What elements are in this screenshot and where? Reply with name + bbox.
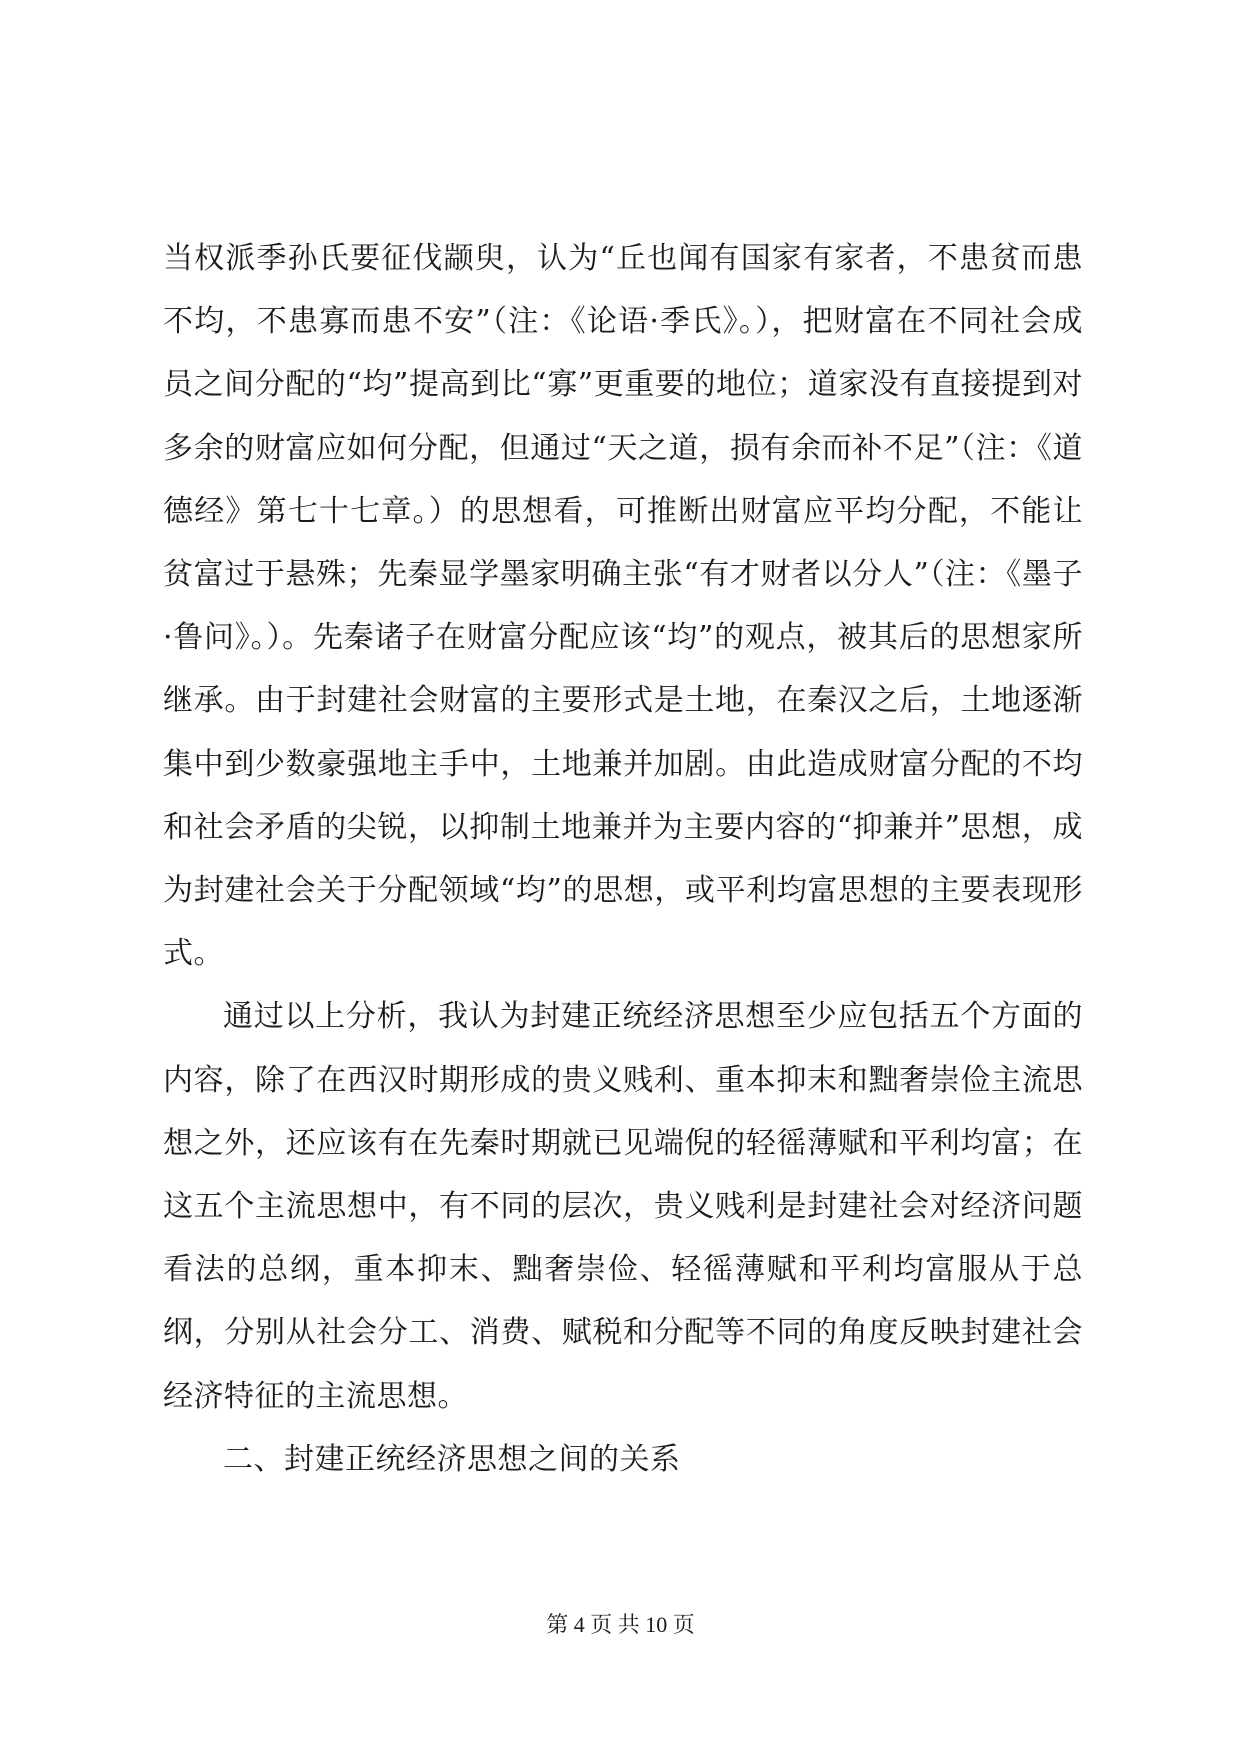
paragraph-continued: 当权派季孙氏要征伐颛臾，认为“丘也闻有国家有家者，不患贫而患不均，不患寡而患不安”（注：《论语·季氏》。），把财富在不同社会成员之间分配的“均”提高到比“寡”更重要的地位；道家没有直接提到对多余的财富应如何分配，但通过“天之道，损有余而补不足”（注：《道德经》第七十七章。）的思想看，可推断出财富应平均分配，不能让贫富过于悬殊；先秦显学墨家明确主张“有才财者以分人”（注：《墨子·鲁问》。）。先秦诸子在财富分配应该“均”的观点，被其后的思想家所继承。由于封建社会财富的主要形式是土地，在秦汉之后，土地逐渐集中到少数豪强地主手中，土地兼并加剧。由此造成财富分配的不均和社会矛盾的尖锐，以抑制土地兼并为主要内容的“抑兼并”思想，成为封建社会关于分配领域“均”的思想，或平利均富思想的主要表现形式。 [163, 241, 1083, 972]
paragraph-summary: 通过以上分析，我认为封建正统经济思想至少应包括五个方面的内容，除了在西汉时期形成的贵义贱利、重本抑末和黜奢崇俭主流思想之外，还应该有在先秦时期就已见端倪的轻徭薄赋和平利均富；在这五个主流思想中，有不同的层次，贵义贱利是封建社会对经济问题看法的总纲，重本抑末、黜奢崇俭、轻徭薄赋和平利均富服从于总纲，分别从社会分工、消费、赋税和分配等不同的角度反映封建社会经济特征的主流思想。 [163, 999, 1083, 1414]
section-heading: 二、封建正统经济思想之间的关系 [223, 1441, 681, 1477]
page-footer: 第 4 页 共 10 页 [546, 1612, 695, 1637]
document-body [163, 227, 1083, 1491]
